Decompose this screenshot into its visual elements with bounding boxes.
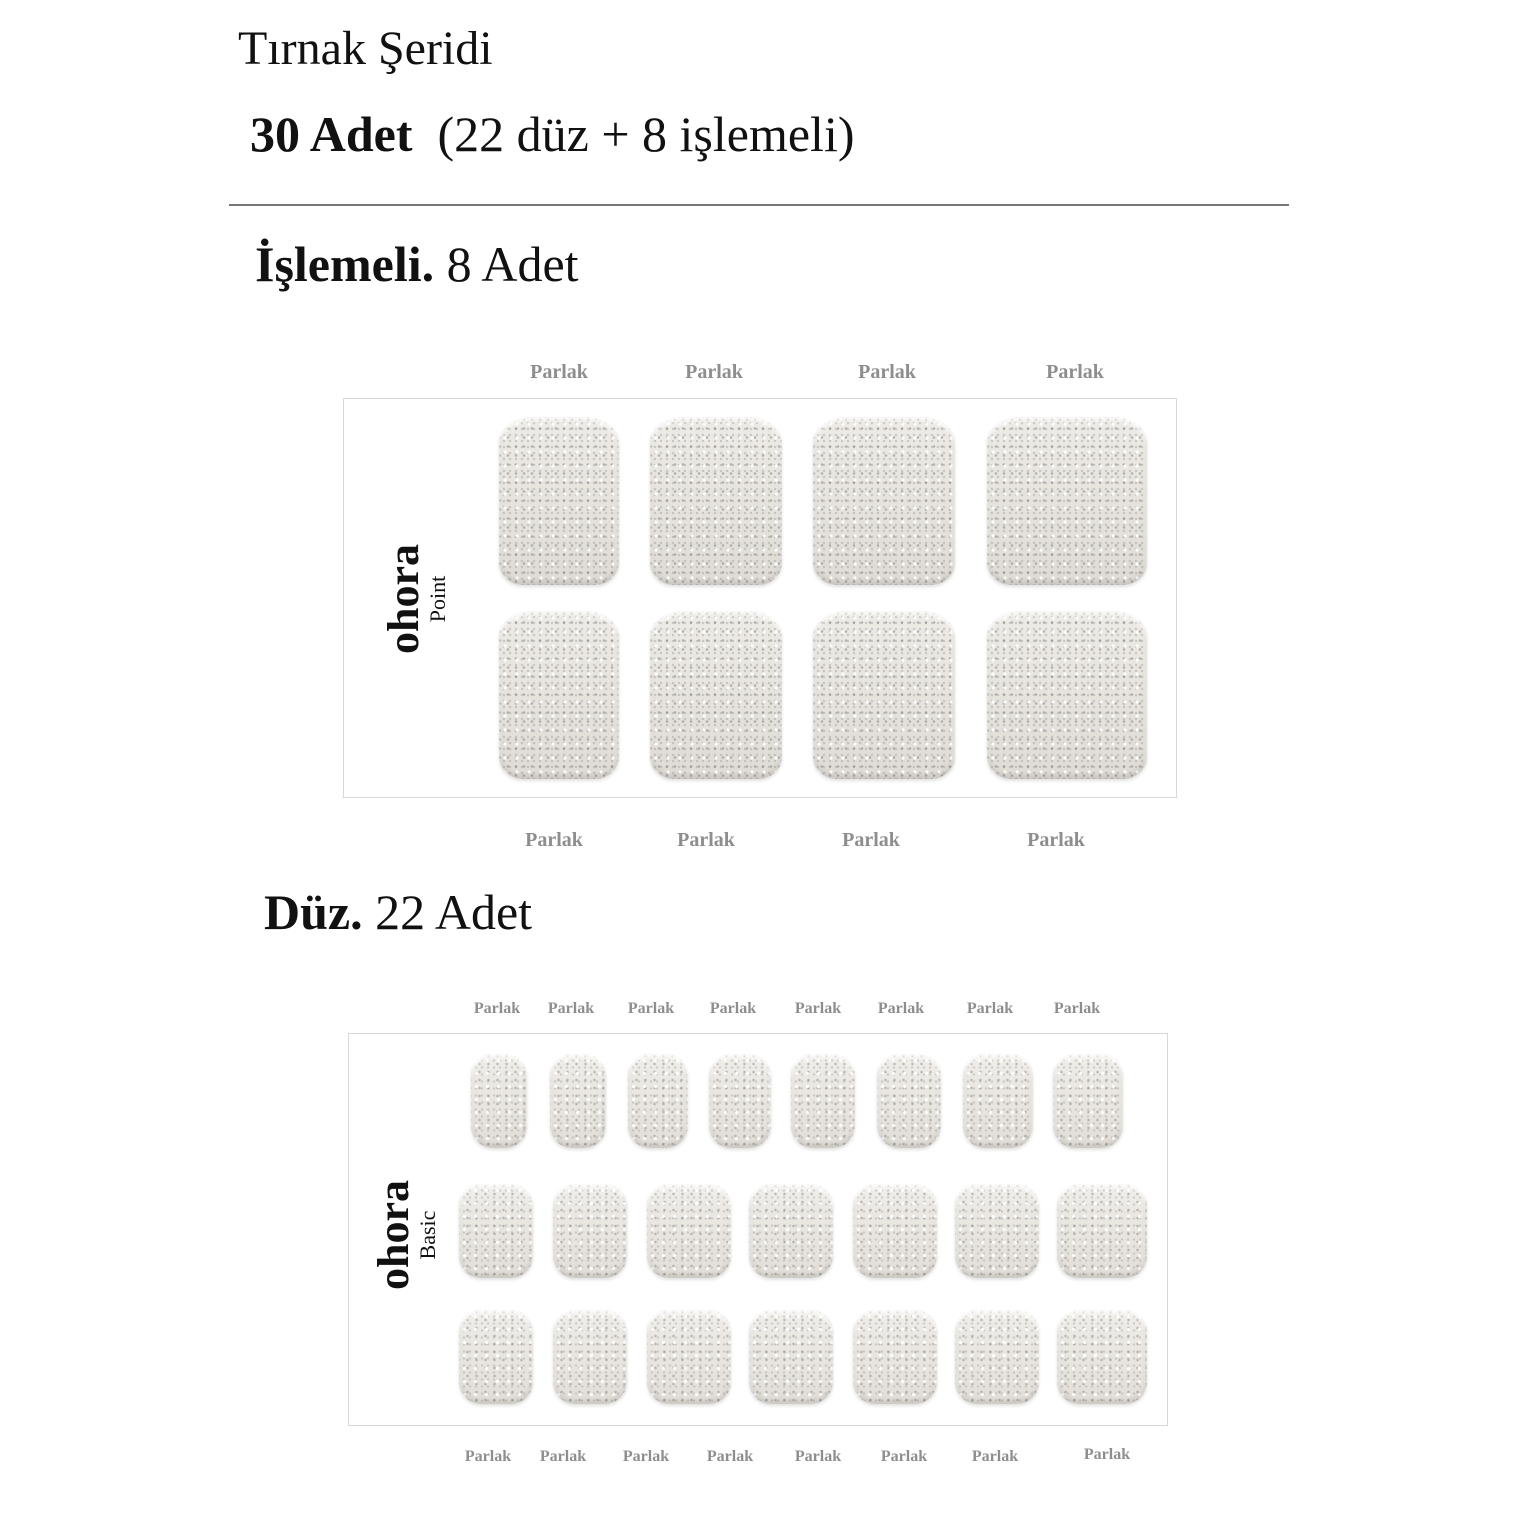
- label-parlak: Parlak: [880, 1448, 928, 1465]
- nail-tip: [471, 1054, 527, 1148]
- label-parlak: Parlak: [1053, 1000, 1101, 1017]
- point-heading-bold: İşlemeli.: [255, 236, 435, 292]
- nail-tip: [553, 1310, 627, 1404]
- nail-tip: [647, 1310, 731, 1404]
- label-parlak: Parlak: [622, 1448, 670, 1465]
- nail-tip: [955, 1184, 1039, 1278]
- total-count-detail: (22 düz + 8 işlemeli): [437, 106, 855, 162]
- label-parlak: Parlak: [1046, 361, 1104, 383]
- label-parlak: Parlak: [1083, 1446, 1131, 1463]
- label-parlak: Parlak: [709, 1000, 757, 1017]
- brand-subtitle: Point: [425, 575, 450, 623]
- nail-tip: [647, 1184, 731, 1278]
- total-count-bold: 30 Adet: [250, 106, 413, 162]
- nail-tip: [987, 611, 1147, 779]
- label-parlak: Parlak: [877, 1000, 925, 1017]
- basic-nail-sheet: [348, 1033, 1168, 1426]
- label-parlak: Parlak: [794, 1000, 842, 1017]
- nail-tip: [1053, 1054, 1123, 1148]
- basic-brand: [369, 1165, 440, 1305]
- nail-tip: [813, 611, 955, 779]
- point-brand: [379, 519, 450, 679]
- basic-section-heading: [264, 882, 532, 942]
- label-parlak: Parlak: [539, 1448, 587, 1465]
- divider: [229, 204, 1289, 206]
- total-count: [250, 104, 855, 164]
- nail-tip: [813, 417, 955, 585]
- label-parlak: Parlak: [966, 1000, 1014, 1017]
- nail-tip: [459, 1310, 533, 1404]
- nail-tip: [650, 611, 782, 779]
- brand-logo: ohora: [379, 544, 428, 654]
- nail-tip: [499, 417, 619, 585]
- page-title: Tırnak Şeridi: [238, 22, 493, 75]
- point-heading-count: 8 Adet: [446, 236, 579, 292]
- nail-tip: [749, 1184, 833, 1278]
- label-parlak: Parlak: [858, 361, 916, 383]
- label-parlak: Parlak: [464, 1448, 512, 1465]
- nail-tip: [628, 1054, 688, 1148]
- label-parlak: Parlak: [530, 361, 588, 383]
- nail-tip: [963, 1054, 1033, 1148]
- nail-tip: [1057, 1310, 1147, 1404]
- nail-tip: [955, 1310, 1039, 1404]
- nail-tip: [459, 1184, 533, 1278]
- label-parlak: Parlak: [685, 361, 743, 383]
- brand-logo: ohora: [369, 1180, 418, 1290]
- label-parlak: Parlak: [627, 1000, 675, 1017]
- label-parlak: Parlak: [794, 1448, 842, 1465]
- label-parlak: Parlak: [547, 1000, 595, 1017]
- point-section-heading: [255, 234, 579, 294]
- label-parlak: Parlak: [525, 829, 583, 851]
- label-parlak: Parlak: [971, 1448, 1019, 1465]
- label-parlak: Parlak: [677, 829, 735, 851]
- label-parlak: Parlak: [706, 1448, 754, 1465]
- nail-tip: [877, 1054, 941, 1148]
- label-parlak: Parlak: [1027, 829, 1085, 851]
- nail-tip: [550, 1054, 606, 1148]
- nail-tip: [987, 417, 1147, 585]
- nail-tip: [553, 1184, 627, 1278]
- nail-tip: [1057, 1184, 1147, 1278]
- nail-tip: [650, 417, 782, 585]
- nail-tip: [791, 1054, 855, 1148]
- brand-subtitle: Basic: [415, 1210, 440, 1260]
- basic-heading-bold: Düz.: [264, 884, 363, 940]
- nail-tip: [853, 1184, 937, 1278]
- basic-heading-count: 22 Adet: [375, 884, 533, 940]
- nail-tip: [499, 611, 619, 779]
- nail-tip: [749, 1310, 833, 1404]
- nail-tip: [709, 1054, 771, 1148]
- label-parlak: Parlak: [473, 1000, 521, 1017]
- nail-tip: [853, 1310, 937, 1404]
- point-nail-sheet: [343, 398, 1177, 798]
- label-parlak: Parlak: [842, 829, 900, 851]
